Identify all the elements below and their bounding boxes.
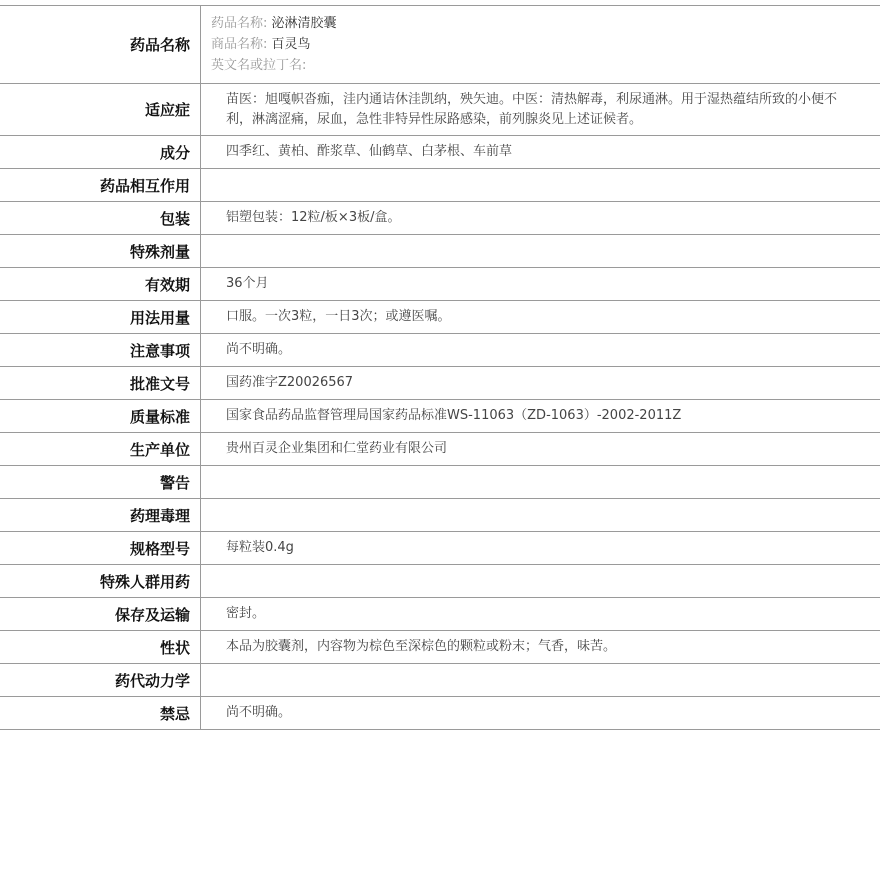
table-row-special-dosage [0,235,880,268]
row-value: 口服。一次3粒，一日3次；或遵医嘱。 [226,309,451,324]
row-value [201,235,880,267]
row-label: 成分 [0,136,201,168]
row-label: 特殊人群用药 [0,565,201,597]
row-value: 四季红、黄柏、酢浆草、仙鹤草、白茅根、车前草 [226,144,513,159]
table-row-indications [0,84,880,136]
row-value [201,664,880,696]
table-row-approval-number [0,367,880,400]
row-value: 每粒装0.4g [226,540,294,555]
row-label: 保存及运输 [0,598,201,630]
row-value [201,499,880,531]
table-row-quality-standard [0,400,880,433]
row-label: 禁忌 [0,697,201,729]
row-label: 有效期 [0,268,201,300]
row-label: 注意事项 [0,334,201,366]
row-label: 用法用量 [0,301,201,333]
table-row-warning [0,466,880,499]
drug-name-key: 药品名称: [211,16,268,31]
table-row-description [0,631,880,664]
drug-name-block [201,6,880,83]
table-row-manufacturer [0,433,880,466]
row-value: 贵州百灵企业集团和仁堂药业有限公司 [226,441,448,456]
table-row-special-populations [0,565,880,598]
row-label: 警告 [0,466,201,498]
row-value: 国家食品药品监督管理局国家药品标准WS-11063（ZD-1063）-2002-2011Z [226,408,682,423]
table-row-specification [0,532,880,565]
row-value: 尚不明确。 [226,705,292,720]
drug-name-line [211,13,337,34]
trade-name-value: 百灵鸟 [271,37,311,52]
row-value [201,169,880,201]
row-value [201,565,880,597]
row-label: 批准文号 [0,367,201,399]
table-row-storage [0,598,880,631]
row-value: 尚不明确。 [226,342,292,357]
drug-name-value: 泌淋清胶囊 [271,16,337,31]
row-label: 特殊剂量 [0,235,201,267]
row-value: 国药准字Z20026567 [226,375,354,390]
row-value: 铝塑包装：12粒/板×3板/盒。 [226,210,401,225]
table-row-shelf-life [0,268,880,301]
row-value [201,466,880,498]
table-row-pharmacology [0,499,880,532]
table-row-dosage [0,301,880,334]
table-row-precautions [0,334,880,367]
table-row-contraindications [0,697,880,730]
row-value: 苗医：旭嘎帜沓痂，洼内通诘休洼凯纳，殃矢迪。中医：清热解毒，利尿通淋。用于湿热蕴结所致的小便不利，淋漓涩痛，尿血，急性非特异性尿路感染，前列腺炎见上述证候者。 [226,91,838,127]
trade-name-key: 商品名称: [211,37,268,52]
row-label: 包装 [0,202,201,234]
english-name-line [211,55,306,76]
table-row-pharmacokinetics [0,664,880,697]
drug-info-table [0,5,880,730]
english-name-key: 英文名或拉丁名: [211,58,307,73]
row-label: 药品相互作用 [0,169,201,201]
row-label: 生产单位 [0,433,201,465]
row-label: 规格型号 [0,532,201,564]
row-label: 适应症 [0,84,201,135]
row-label: 药品名称 [0,6,201,83]
table-row-ingredients [0,136,880,169]
row-label: 药理毒理 [0,499,201,531]
row-value: 本品为胶囊剂，内容物为棕色至深棕色的颗粒或粉末；气香，味苦。 [226,639,617,654]
trade-name-line [211,34,311,55]
row-label: 质量标准 [0,400,201,432]
row-label: 药代动力学 [0,664,201,696]
table-row-packaging [0,202,880,235]
table-row-interactions [0,169,880,202]
row-label: 性状 [0,631,201,663]
table-row-drug-name [0,6,880,84]
row-value: 36个月 [226,276,269,291]
row-value: 密封。 [226,606,266,621]
